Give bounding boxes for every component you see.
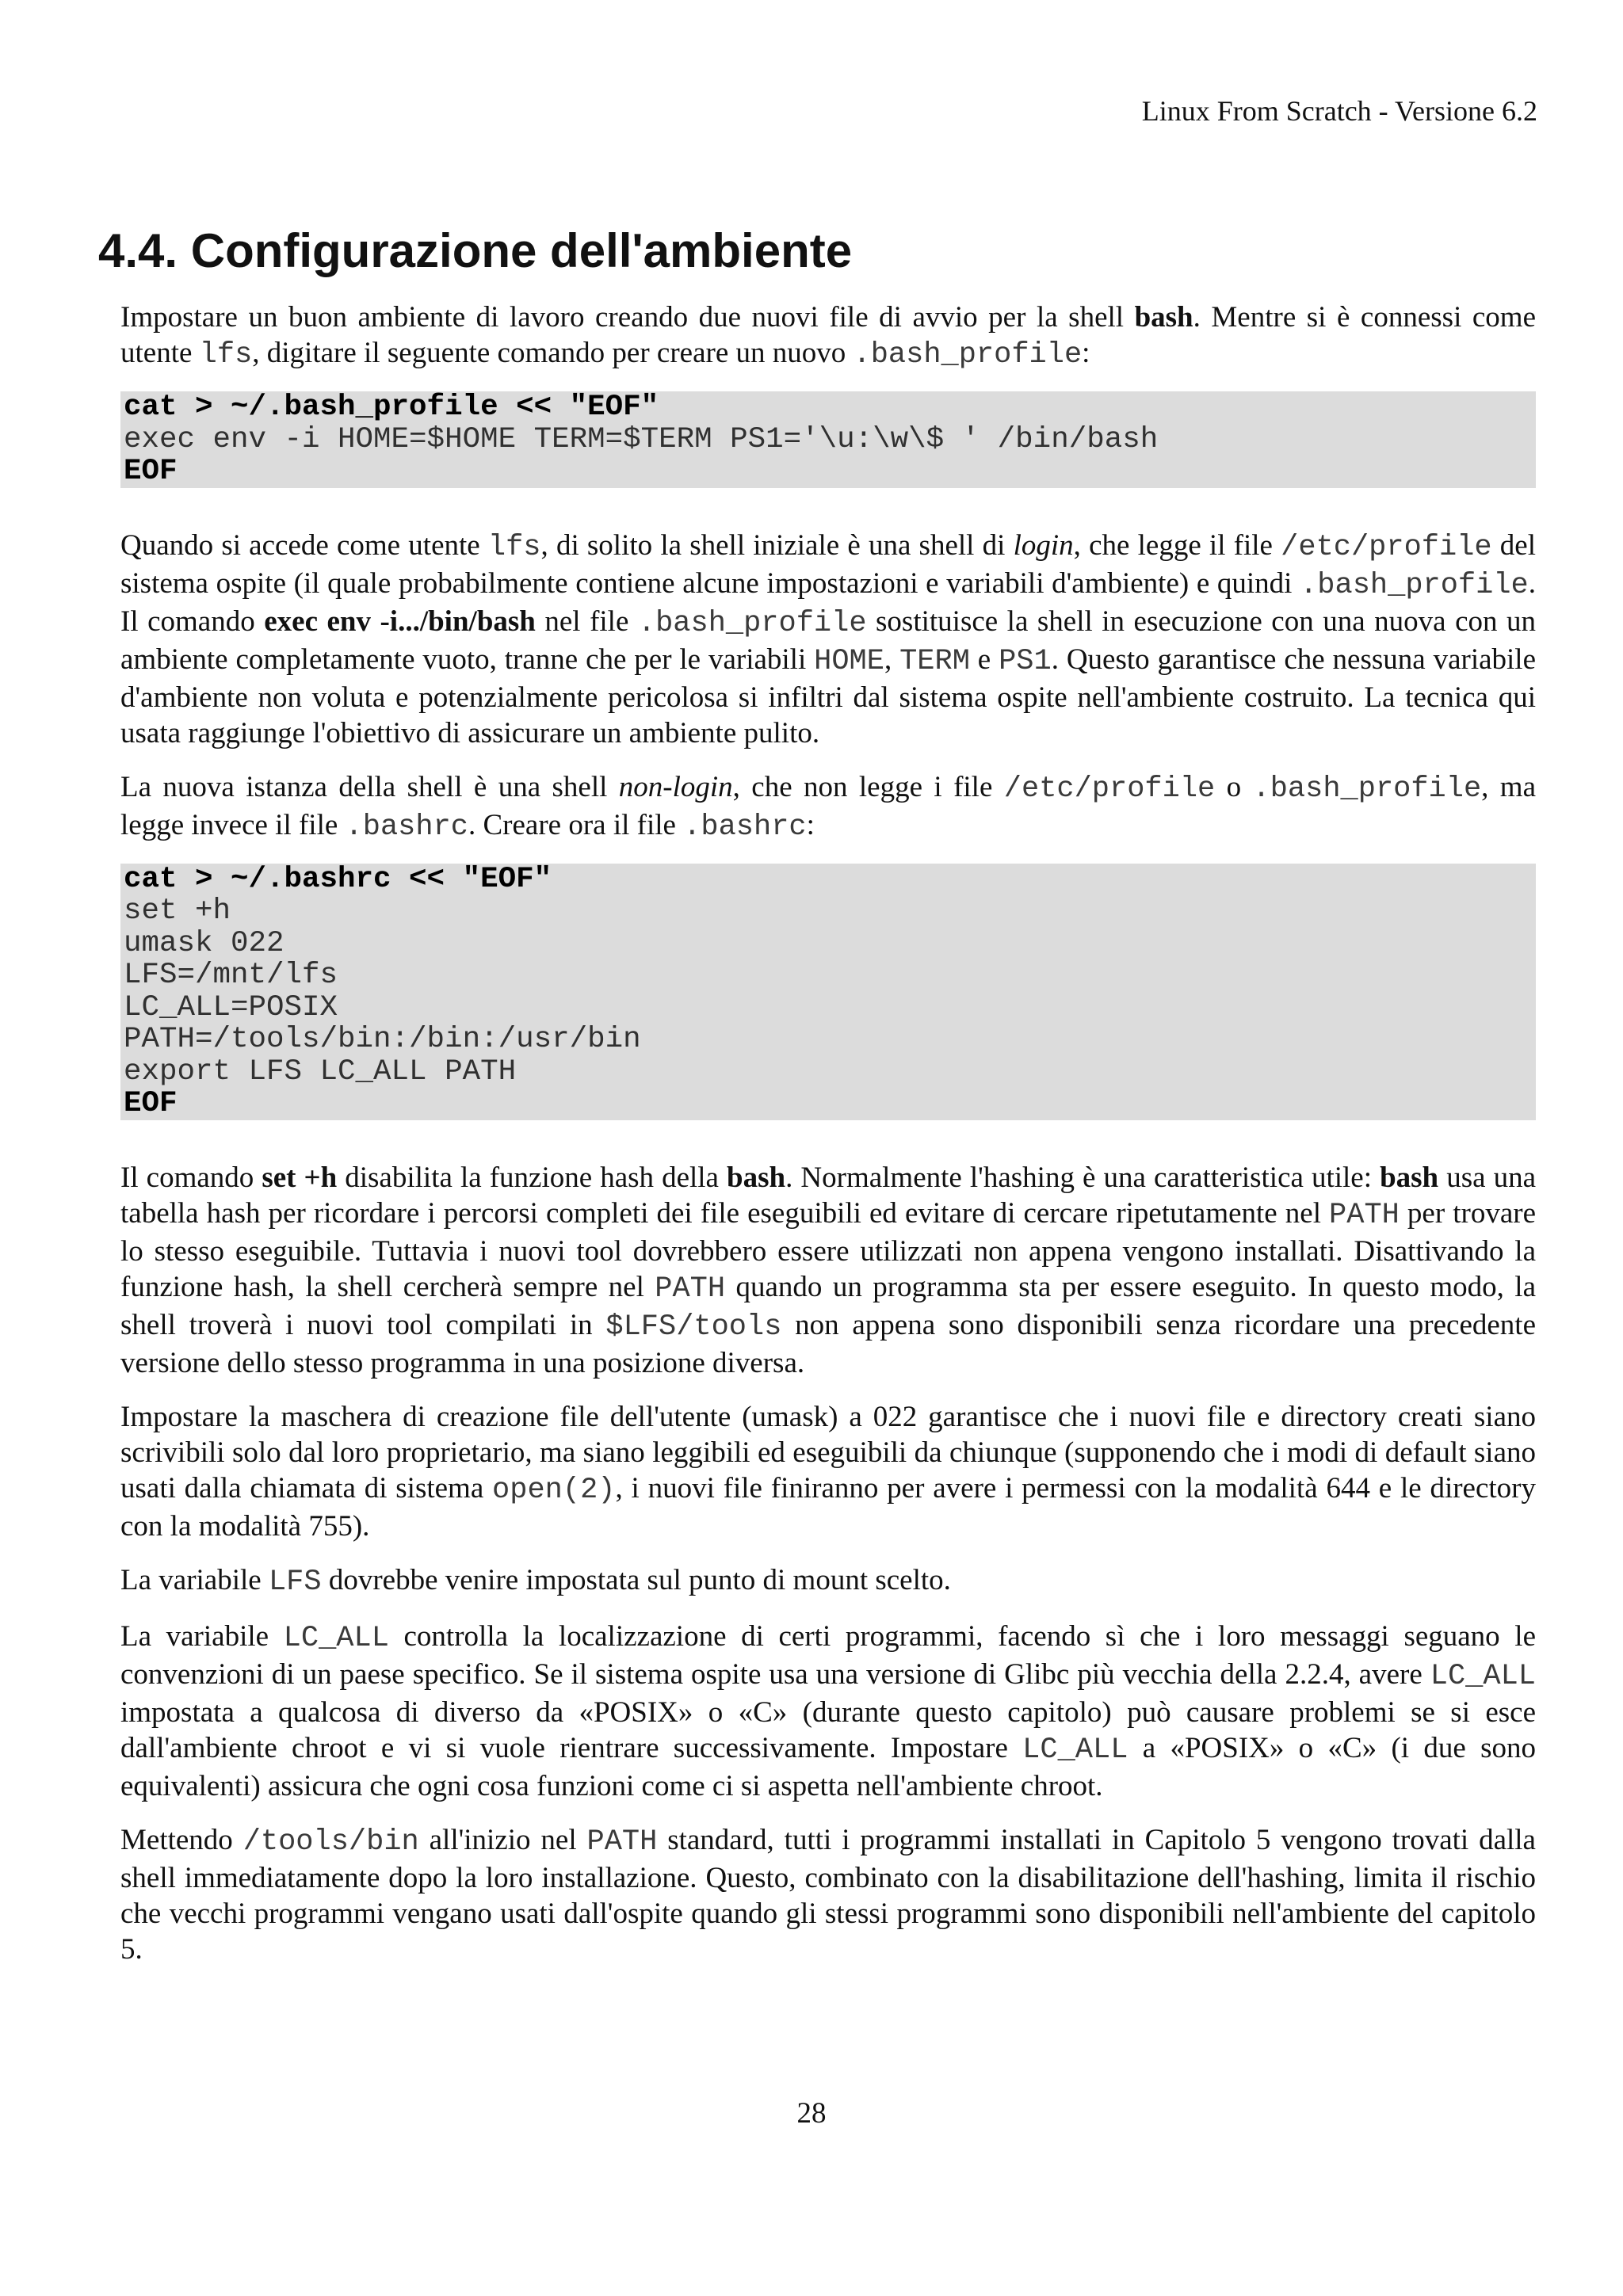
- inline-code: open(2): [492, 1473, 616, 1507]
- page-number: 28: [796, 2097, 827, 2130]
- running-header: Linux From Scratch - Versione 6.2: [1141, 95, 1537, 127]
- inline-code: .bash_profile: [1300, 568, 1529, 602]
- inline-code: .bash_profile: [853, 338, 1083, 372]
- inline-code: lfs: [487, 530, 541, 564]
- inline-code: LFS: [268, 1565, 322, 1599]
- inline-code: PS1: [999, 644, 1052, 678]
- inline-code: LC_ALL: [1022, 1733, 1128, 1767]
- paragraph-login-shell: Quando si accede come utente lfs, di solito la shell iniziale è una shell di login, che legge il file /etc/profile del sistema ospite (il quale probabilmente contiene alcune impostazioni e variabili d'ambiente) e quindi .bash_profile. Il comando exec env -i.../bin/bash nel file .bash_profile sostituisce la shell in esecuzione con una nuova con un ambiente completamente vuoto, tranne che per le variabili HOME, TERM e PS1. Questo garantisce che nessuna variabile d'ambiente non voluta e potenzialmente pericolosa si infiltri dal sistema ospite nell'ambiente costruito. La tecnica qui usata raggiunge l'obiettivo di assicurare un ambiente pulito.: [120, 528, 1536, 749]
- paragraph-intro: Impostare un buon ambiente di lavoro creando due nuovi file di avvio per la shell bash. Mentre si è connessi come utente lfs, digitare il seguente comando per creare un nuovo .bash_profile:: [120, 301, 1536, 372]
- paragraph-lfs-variable: La variabile LFS dovrebbe venire impostata sul punto di mount scelto.: [120, 1563, 951, 1599]
- code-block-bash-profile: [120, 391, 1536, 488]
- code-line: LFS=/mnt/lfs: [124, 959, 338, 992]
- code-line: EOF: [124, 455, 178, 488]
- code-line: EOF: [124, 1087, 178, 1120]
- section-body: [120, 299, 1536, 1967]
- code-line: cat > ~/.bash_profile << "EOF": [124, 391, 659, 424]
- code-line: umask 022: [124, 926, 285, 960]
- inline-code: /etc/profile: [1281, 530, 1492, 564]
- inline-code: .bashrc: [345, 810, 468, 844]
- inline-code: HOME: [814, 644, 884, 678]
- inline-code: .bashrc: [683, 810, 807, 844]
- inline-code: .bash_profile: [1252, 772, 1482, 806]
- paragraph-set-h: Il comando set +h disabilita la funzione hash della bash. Normalmente l'hashing è una caratteristica utile: bash usa una tabella hash per ricordare i percorsi completi dei file eseguibili ed evitare di cercare ripetutamente nel PATH per trovare lo stesso eseguibile. Tuttavia i nuovi tool dovrebbero essere utilizzati non appena vengono installati. Disattivando la funzione hash, la shell cercherà sempre nel PATH quando un programma sta per essere eseguito. In questo modo, la shell troverà i nuovi tool compilati in $LFS/tools non appena sono disponibili senza ricordare una precedente versione dello stesso programma in una posizione diversa.: [120, 1161, 1536, 1379]
- code-line: LC_ALL=POSIX: [124, 990, 338, 1024]
- inline-code: .bash_profile: [637, 606, 867, 640]
- inline-code: /tools/bin: [242, 1825, 419, 1859]
- inline-code: PATH: [1329, 1198, 1400, 1232]
- code-line: PATH=/tools/bin:/bin:/usr/bin: [124, 1023, 641, 1056]
- section-title: 4.4. Configurazione dell'ambiente: [98, 224, 853, 277]
- inline-code: $LFS/tools: [605, 1310, 782, 1344]
- paragraph-lc-all: La variabile LC_ALL controlla la localizzazione di certi programmi, facendo sì che i loro messaggi seguano le convenzioni di un paese specifico. Se il sistema ospite usa una versione di Glibc più vecchia della 2.2.4, avere LC_ALL impostata a qualcosa di diverso da «POSIX» o «C» (durante questo capitolo) può causare problemi se si esce dall'ambiente chroot e vi si vuole rientrare successivamente. Impostare LC_ALL a «POSIX» o «C» (i due sono equivalenti) assicura che ogni cosa funzioni come ci si aspetta nell'ambiente chroot.: [120, 1619, 1536, 1802]
- code-line: export LFS LC_ALL PATH: [124, 1055, 517, 1089]
- inline-code: LC_ALL: [283, 1621, 389, 1655]
- inline-code: PATH: [586, 1825, 658, 1859]
- code-block-bashrc: [120, 864, 1536, 1120]
- paragraph-tools-bin: Mettendo /tools/bin all'inizio nel PATH standard, tutti i programmi installati in Capitolo 5 vengono trovati dalla shell immediatamente dopo la loro installazione. Questo, combinato con la disabilitazione dell'hashing, limita il rischio che vecchi programmi vengano usati dall'ospite quando gli stessi programmi sono disponibili nell'ambiente del capitolo 5.: [120, 1823, 1536, 1966]
- inline-code: LC_ALL: [1430, 1659, 1536, 1693]
- paragraph-non-login-shell: La nuova istanza della shell è una shell non-login, che non legge i file /etc/profile o .bash_profile, ma legge invece il file .bashrc. Creare ora il file .bashrc:: [120, 770, 1537, 844]
- inline-code: lfs: [199, 338, 253, 372]
- inline-code: /etc/profile: [1003, 772, 1216, 806]
- code-line: set +h: [124, 894, 231, 928]
- inline-code: TERM: [899, 644, 970, 678]
- code-line: cat > ~/.bashrc << "EOF": [124, 862, 552, 896]
- paragraph-umask: Impostare la maschera di creazione file dell'utente (umask) a 022 garantisce che i nuovi file e directory creati siano scrivibili solo dal loro proprietario, ma siano leggibili ed eseguibili da chiunque (supponendo che i modi di default siano usati dalla chiamata di sistema open(2), i nuovi file finiranno per avere i permessi con la modalità 644 e le directory con la modalità 755).: [120, 1400, 1536, 1543]
- inline-code: PATH: [655, 1272, 726, 1306]
- code-line: exec env -i HOME=$HOME TERM=$TERM PS1='\u:\w\$ ' /bin/bash: [124, 422, 1159, 456]
